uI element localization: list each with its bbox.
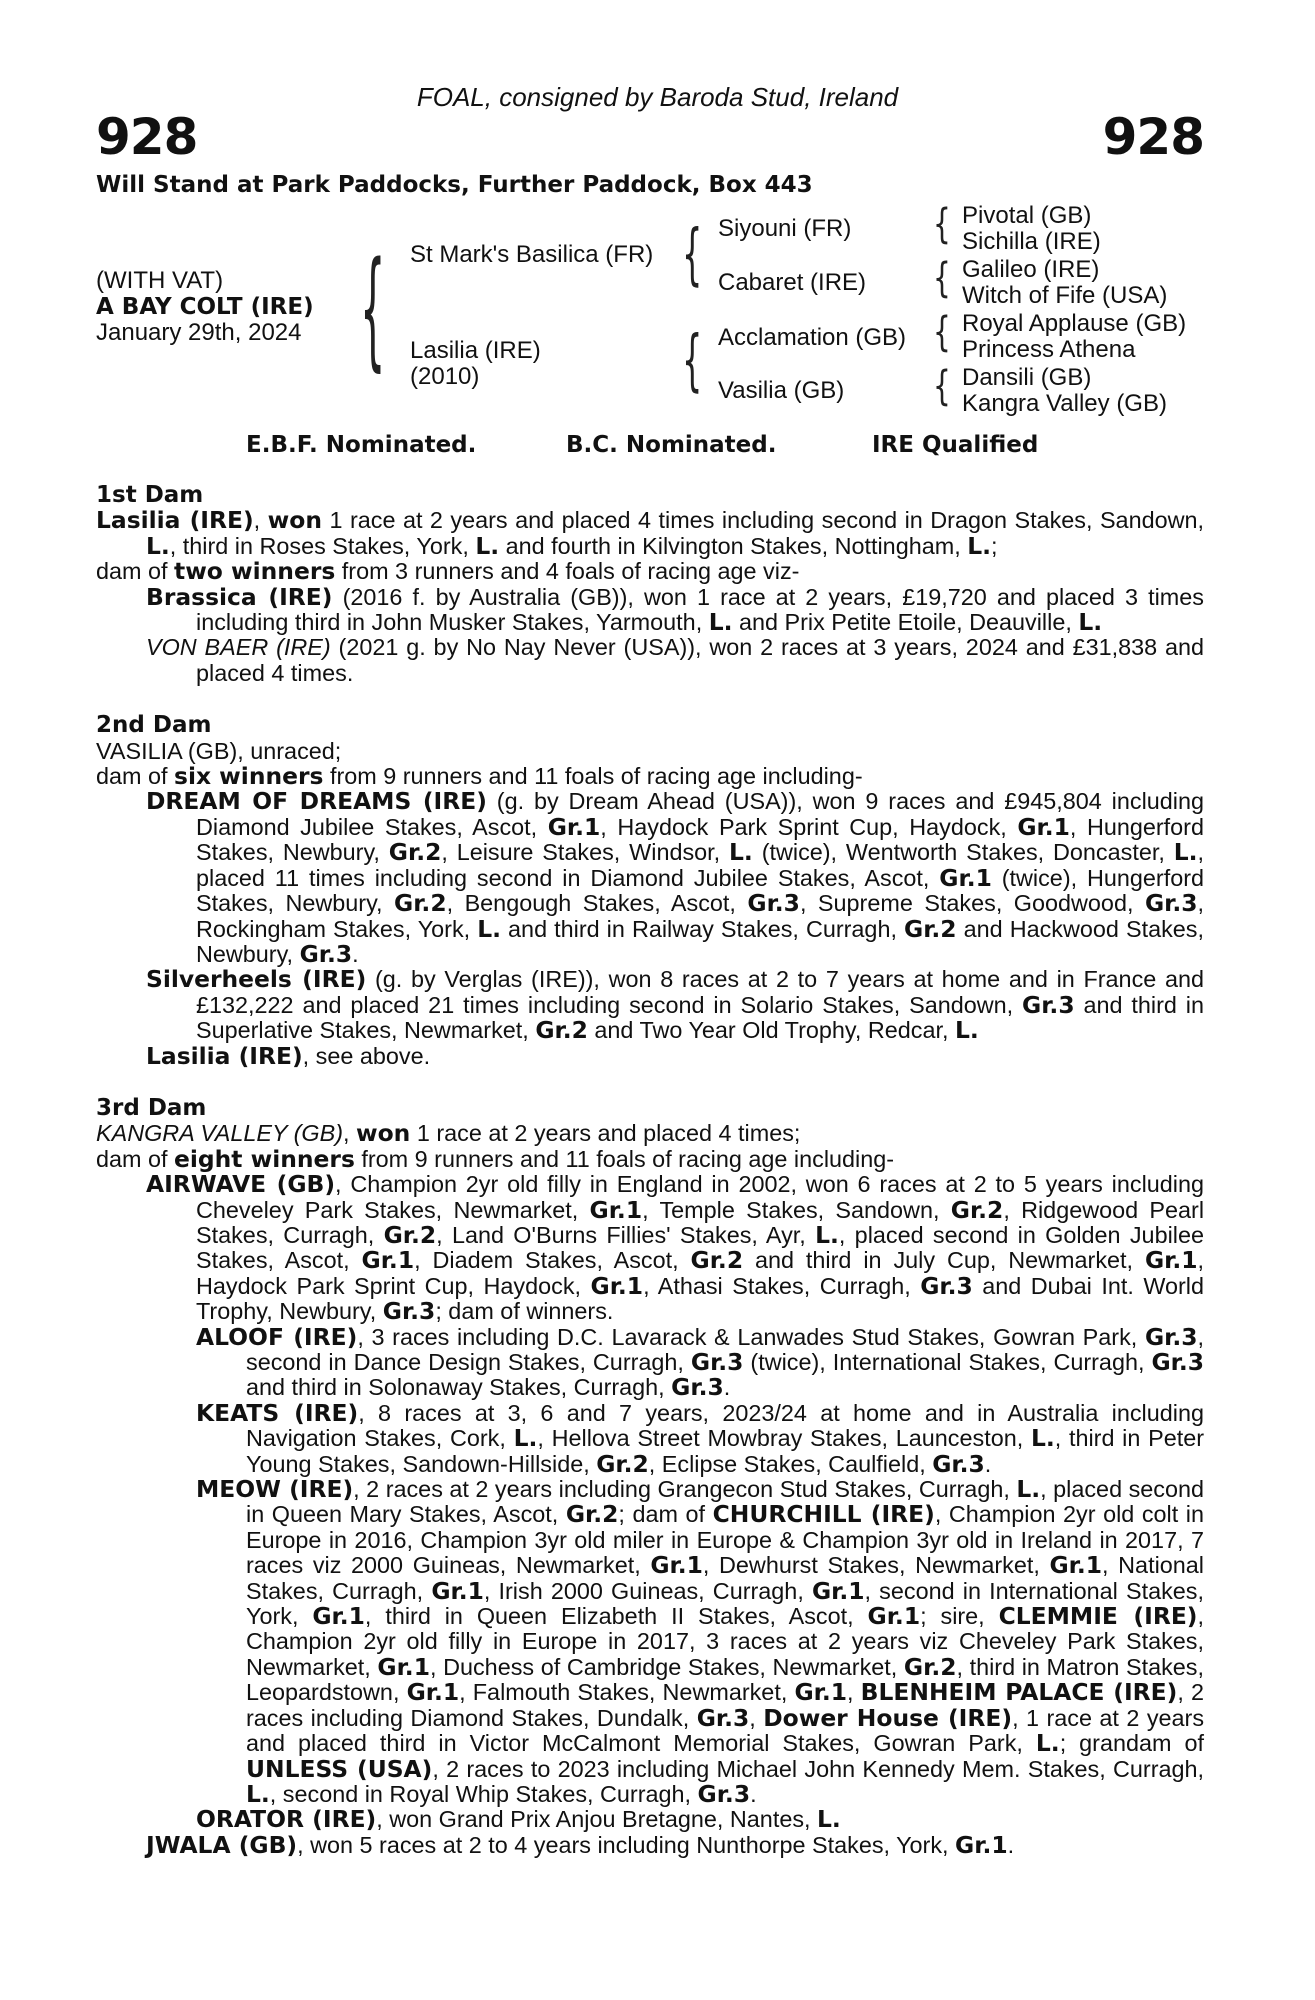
ancestor-witch-of-fife: Witch of Fife (USA) bbox=[962, 282, 1168, 309]
produce-lasilia: Lasilia (IRE), see above. bbox=[146, 1041, 431, 1070]
ancestor-sichilla: Sichilla (IRE) bbox=[962, 228, 1101, 255]
first-dam-record: Lasilia (IRE), won 1 race at 2 years and placed 4 times including second in Dragon Stakes, Sandown, L., third in Roses Stakes, York, L. and fourth in Kilvington Stakes, Nottingham, L.; bbox=[96, 506, 1204, 560]
third-dam-heading: 3rd Dam bbox=[96, 1094, 207, 1121]
bc-nomination: B.C. Nominated. bbox=[566, 432, 777, 458]
consignment-line: FOAL, consigned by Baroda Stud, Ireland bbox=[416, 82, 899, 112]
produce-orator: ORATOR (IRE), won Grand Prix Anjou Bretagne, Nantes, L. bbox=[196, 1805, 841, 1834]
produce-aloof: ALOOF (IRE), 3 races including D.C. Lavarack & Lanwades Stud Stakes, Gowran Park, Gr.3, second in Dance Design Stakes, Curragh, Gr.3 (twice), International Stakes, Curragh, Gr.3 and third in Solonaway Stakes, Curragh, Gr.3. bbox=[196, 1322, 1204, 1402]
sire-dam: Cabaret (IRE) bbox=[718, 269, 867, 296]
produce-von-baer: VON BAER (IRE) (2021 g. by No Nay Never (USA)), won 2 races at 3 years, 2024 and £31,838 and placed 4 times. bbox=[146, 634, 1205, 686]
foaling-date: January 29th, 2024 bbox=[96, 319, 302, 346]
vat-note: (WITH VAT) bbox=[96, 267, 224, 294]
grandsire-brace-2: { bbox=[933, 254, 951, 302]
lot-number-right: 928 bbox=[1102, 108, 1204, 166]
dam-line-body bbox=[96, 482, 1204, 1858]
second-dam-record: VASILIA (GB), unraced; bbox=[96, 737, 342, 764]
first-dam-produce-summary: dam of two winners from 3 runners and 4 foals of racing age viz- bbox=[96, 557, 800, 586]
sire-brace: { bbox=[682, 214, 703, 294]
produce-keats: KEATS (IRE), 8 races at 3, 6 and 7 years, 2023/24 at home and in Australia including Navigation Stakes, Cork, L., Hellova Street Mowbray Stakes, Launceston, L., third in Peter Young Stakes, Sandown-Hillside, Gr.2, Eclipse Stakes, Caulfield, Gr.3. bbox=[196, 1398, 1204, 1478]
ancestor-royal-applause: Royal Applause (GB) bbox=[962, 310, 1187, 337]
stand-location: Will Stand at Park Paddocks, Further Paddock, Box 443 bbox=[96, 172, 813, 198]
third-dam-produce-summary: dam of eight winners from 9 runners and 11 foals of racing age including- bbox=[96, 1144, 895, 1173]
ancestor-dansili: Dansili (GB) bbox=[962, 364, 1092, 391]
ebf-nomination: E.B.F. Nominated. bbox=[246, 432, 477, 458]
dam-dam: Vasilia (GB) bbox=[718, 377, 845, 404]
grandsire-brace-3: { bbox=[933, 308, 951, 356]
dam-brace: { bbox=[682, 320, 703, 400]
lot-number-left: 928 bbox=[96, 108, 198, 166]
first-dam-heading: 1st Dam bbox=[96, 482, 204, 508]
horse-name: A BAY COLT (IRE) bbox=[96, 294, 314, 320]
dam-year: (2010) bbox=[410, 363, 480, 390]
produce-meow: MEOW (IRE), 2 races at 2 years including Grangecon Stud Stakes, Curragh, L., placed second in Queen Mary Stakes, Ascot, Gr.2; dam of CHURCHILL (IRE), Champion 2yr old colt in Europe in 2016, Champion 3yr old miler in Europe & Champion 3yr old in Ireland in 2017, 7 races viz 2000 Guineas, Newmarket, Gr.1, Dewhurst Stakes, Newmarket, Gr.1, National Stakes, Curragh, Gr.1, Irish 2000 Guineas, Curragh, Gr.1, second in International Stakes, York, Gr.1, third in Queen Elizabeth II Stakes, Ascot, Gr.1; sire, CLEMMIE (IRE), Champion 2yr old filly in Europe in 2017, 3 races at 2 years viz Cheveley Park Stakes, Newmarket, Gr.1, Duchess of Cambridge Stakes, Newmarket, Gr.2, third in Matron Stakes, Leopardstown, Gr.1, Falmouth Stakes, Newmarket, Gr.1, BLENHEIM PALACE (IRE), 2 races including Diamond Stakes, Dundalk, Gr.3, Dower House (IRE), 1 race at 2 years and placed third in Victor McCalmont Memorial Stakes, Gowran Park, L.; grandam of UNLESS (USA), 2 races to 2023 including Michael John Kennedy Mem. Stakes, Curragh, L., second in Royal Whip Stakes, Curragh, Gr.3. bbox=[196, 1475, 1205, 1808]
ancestor-princess-athena: Princess Athena bbox=[962, 336, 1136, 363]
sire-sire: Siyouni (FR) bbox=[718, 215, 852, 242]
pedigree-brace: { bbox=[360, 238, 386, 386]
second-dam-heading: 2nd Dam bbox=[96, 712, 212, 739]
produce-jwala: JWALA (GB), won 5 races at 2 to 4 years including Nunthorpe Stakes, York, Gr.1. bbox=[146, 1830, 1015, 1859]
produce-brassica: Brassica (IRE) (2016 f. by Australia (GB)), won 1 race at 2 years, £19,720 and placed 3 times including third in John Musker Stakes, Yarmouth, L. and Prix Petite Etoile, Deauville, L. bbox=[146, 582, 1204, 637]
ancestor-pivotal: Pivotal (GB) bbox=[962, 202, 1092, 229]
ancestor-galileo: Galileo (IRE) bbox=[962, 256, 1100, 283]
produce-dream-of-dreams: DREAM OF DREAMS (IRE) (g. by Dream Ahead (USA)), won 9 races and £945,804 including Diamond Jubilee Stakes, Ascot, Gr.1, Haydock Park Sprint Cup, Haydock, Gr.1, Hungerford Stakes, Newbury, Gr.2, Leisure Stakes, Windsor, L. (twice), Wentworth Stakes, Doncaster, L., placed 11 times including second in Diamond Jubilee Stakes, Ascot, Gr.1 (twice), Hungerford Stakes, Newbury, Gr.2, Bengough Stakes, Ascot, Gr.3, Supreme Stakes, Goodwood, Gr.3, Rockingham Stakes, York, L. and third in Railway Stakes, Curragh, Gr.2 and Hackwood Stakes, Newbury, Gr.3. bbox=[146, 787, 1205, 968]
second-dam-produce-summary: dam of six winners from 9 runners and 11 foals of racing age including- bbox=[96, 762, 863, 791]
dam-name: Lasilia (IRE) bbox=[410, 337, 541, 364]
sire-name: St Mark's Basilica (FR) bbox=[410, 241, 654, 268]
grandsire-brace-1: { bbox=[933, 200, 951, 248]
ancestor-kangra-valley: Kangra Valley (GB) bbox=[962, 390, 1167, 417]
ire-qualified: IRE Qualified bbox=[872, 432, 1039, 458]
third-dam-record: KANGRA VALLEY (GB), won 1 race at 2 years and placed 4 times; bbox=[96, 1119, 801, 1148]
produce-airwave: AIRWAVE (GB), Champion 2yr old filly in England in 2002, won 6 races at 2 to 5 years including Cheveley Park Stakes, Newmarket, Gr.1, Temple Stakes, Sandown, Gr.2, Ridgewood Pearl Stakes, Curragh, Gr.2, Land O'Burns Fillies' Stakes, Ayr, L., placed second in Golden Jubilee Stakes, Ascot, Gr.1, Diadem Stakes, Ascot, Gr.2 and third in July Cup, Newmarket, Gr.1, Haydock Park Sprint Cup, Haydock, Gr.1, Athasi Stakes, Curragh, Gr.3 and Dubai Int. World Trophy, Newbury, Gr.3; dam of winners. bbox=[146, 1170, 1205, 1326]
grandsire-brace-4: { bbox=[933, 362, 951, 410]
dam-sire: Acclamation (GB) bbox=[718, 324, 907, 351]
produce-silverheels: Silverheels (IRE) (g. by Verglas (IRE)), won 8 races at 2 to 7 years at home and in France and £132,222 and placed 21 times including second in Solario Stakes, Sandown, Gr.3 and third in Superlative Stakes, Newmarket, Gr.2 and Two Year Old Trophy, Redcar, L. bbox=[146, 965, 1204, 1045]
